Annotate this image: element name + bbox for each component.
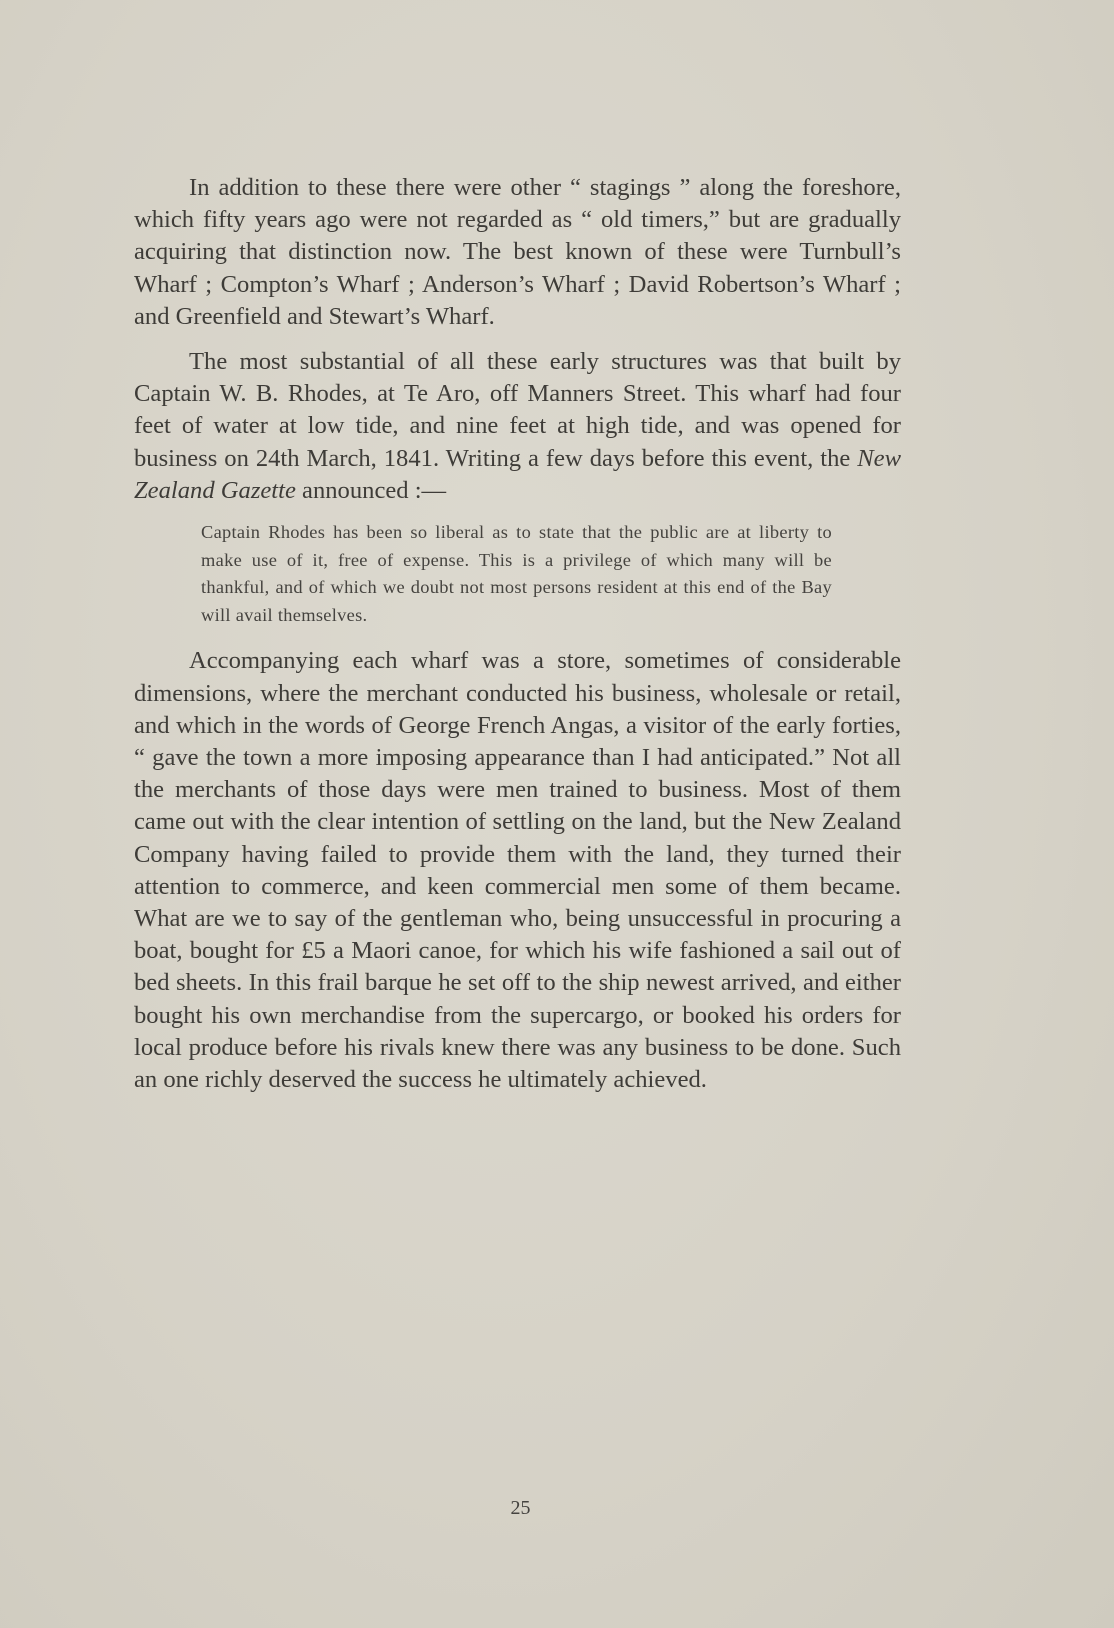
- page-body: [134, 172, 901, 1096]
- newspaper-title: New Zealand Gazette: [134, 444, 901, 504]
- block-quote-gazette: Captain Rhodes has been so liberal as to state that the public are at liberty to make use of it, free of expense. This is a privilege of which many will be thankful, and of which we doubt not most persons resident at this end of the Bay will avail themselves.: [201, 522, 832, 625]
- paragraph-merchants: Accompanying each wharf was a store, sometimes of considerable dimensions, where the merchant conducted his business, wholesale or retail, and which in the words of George French Angas, a visitor of the early forties, “ gave the town a more imposing appearance than I had anticipated.” Not all the merchants of those days were men trained to business. Most of them came out with the clear intention of settling on the land, but the New Zealand Company having failed to provide them with the land, they turned their attention to commerce, and keen commercial men some of them became. What are we to say of the gentleman who, being unsuccessful in procuring a boat, bought for £5 a Maori canoe, for which his wife fashioned a sail out of bed sheets. In this frail barque he set off to the ship newest arrived, and either bought his own merchandise from the supercargo, or booked his orders for local produce before his rivals knew there was any business to be done. Such an one richly deserved the success he ultimately achieved.: [134, 647, 901, 1094]
- paragraph-rhodes-wharf: [134, 346, 901, 507]
- page-number: 25: [510, 1497, 531, 1519]
- paragraph-stagings: In addition to these there were other “ stagings ” along the foreshore, which fifty years ago were not regarded as “ old timers,” but are gradually acquiring that distinction now. The best known of these were Turnbull’s Wharf ; Compton’s Wharf ; Anderson’s Wharf ; David Robertson’s Wharf ; and Greenfield and Stewart’s Wharf.: [134, 174, 901, 330]
- paragraph-rhodes-text-after: announced :—: [295, 476, 447, 504]
- paragraph-rhodes-text-before: The most substantial of all these early structures was that built by Captain W. B. Rhodes, at Te Aro, off Manners Street. This wharf had four feet of water at low tide, and nine feet at high tide, and was opened for business on 24th March, 1841. Writing a few days before this event, the: [134, 348, 901, 472]
